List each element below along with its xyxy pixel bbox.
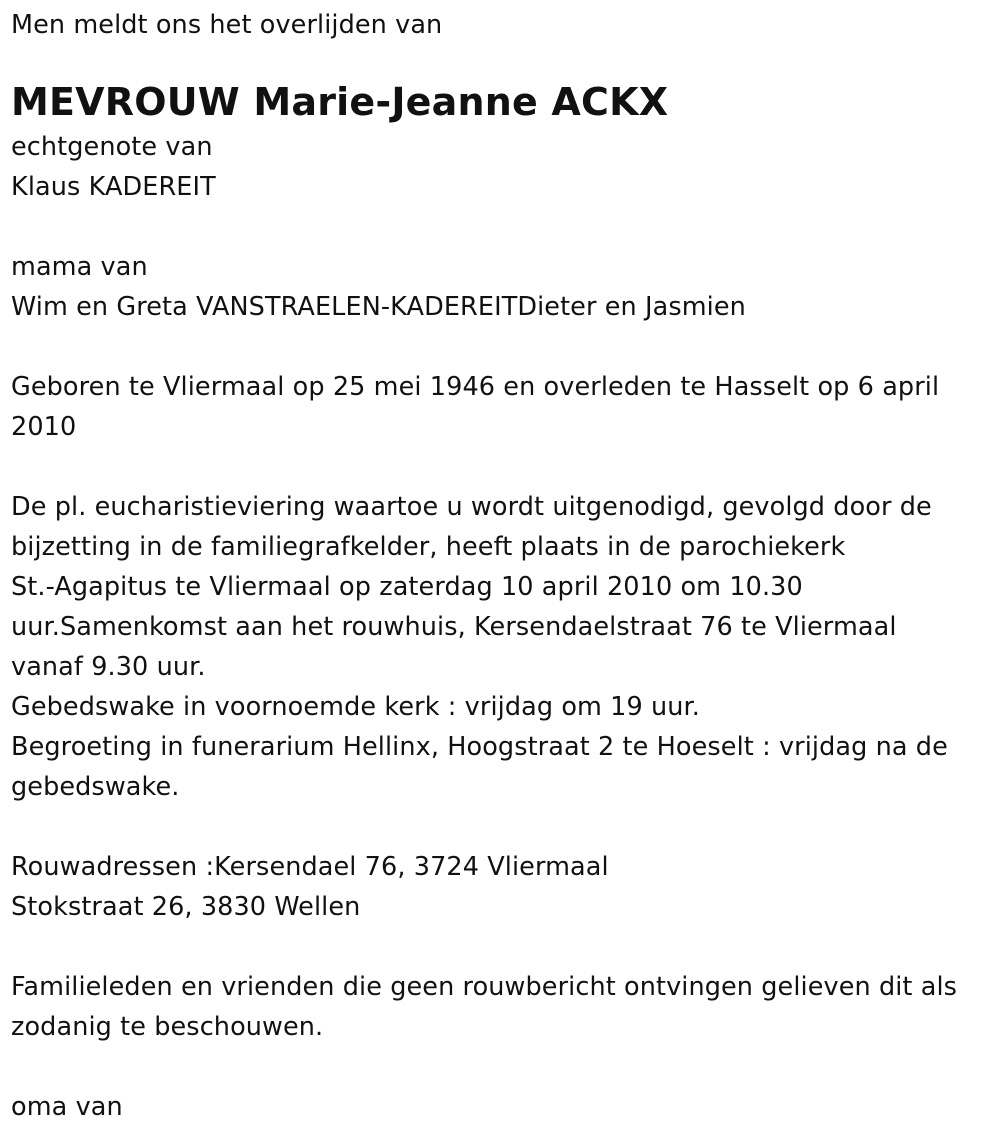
spacer xyxy=(11,447,991,487)
ceremony-line: gebedswake. xyxy=(11,772,180,802)
spacer xyxy=(11,1047,991,1087)
children-label: mama van xyxy=(11,252,148,282)
ceremony-line: uur.Samenkomst aan het rouwhuis, Kersendaelstraat 76 te Vliermaal xyxy=(11,612,897,642)
children-names: Wim en Greta VANSTRAELEN-KADEREITDieter en Jasmien xyxy=(11,292,746,322)
spacer xyxy=(11,807,991,847)
grandchildren-label: oma van xyxy=(11,1092,123,1122)
intro-text: Men meldt ons het overlijden van xyxy=(11,10,443,40)
family-note-line: zodanig te beschouwen. xyxy=(11,1012,324,1042)
ceremony-line: bijzetting in de familiegrafkelder, heeft plaats in de parochiekerk xyxy=(11,532,846,562)
obituary-notice xyxy=(11,0,991,1127)
ceremony-line: De pl. eucharistieviering waartoe u wordt uitgenodigd, gevolgd door de xyxy=(11,492,932,522)
address-line: Rouwadressen :Kersendael 76, 3724 Vliermaal xyxy=(11,852,609,882)
spacer xyxy=(11,207,991,247)
birth-death-line: 2010 xyxy=(11,412,77,442)
spouse-label: echtgenote van xyxy=(11,132,213,162)
deceased-name: MEVROUW Marie-Jeanne ACKX xyxy=(11,80,669,124)
ceremony-line: Begroeting in funerarium Hellinx, Hoogstraat 2 te Hoeselt : vrijdag na de xyxy=(11,732,948,762)
family-note-line: Familieleden en vrienden die geen rouwbericht ontvingen gelieven dit als xyxy=(11,972,958,1002)
spacer xyxy=(11,927,991,967)
birth-death-line: Geboren te Vliermaal op 25 mei 1946 en overleden te Hasselt op 6 april xyxy=(11,372,940,402)
spacer xyxy=(11,327,991,367)
ceremony-line: vanaf 9.30 uur. xyxy=(11,652,206,682)
spouse-name: Klaus KADEREIT xyxy=(11,172,216,202)
ceremony-line: Gebedswake in voornoemde kerk : vrijdag om 19 uur. xyxy=(11,692,701,722)
ceremony-line: St.-Agapitus te Vliermaal op zaterdag 10 april 2010 om 10.30 xyxy=(11,572,803,602)
address-line: Stokstraat 26, 3830 Wellen xyxy=(11,892,361,922)
